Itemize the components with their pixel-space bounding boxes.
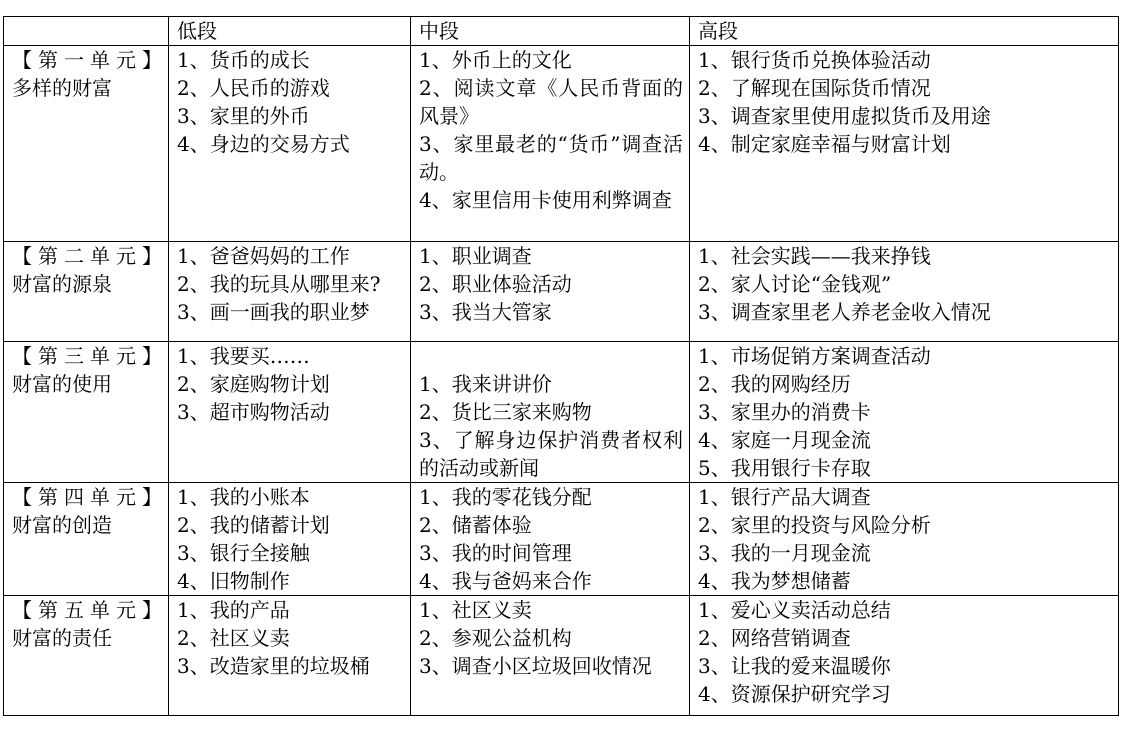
activity-item: 1、我的零花钱分配 — [419, 485, 592, 509]
unit-row-4 — [4, 483, 1119, 596]
activity-item: 3、调查家里使用虚拟货币及用途 — [698, 104, 991, 128]
unit-label-cell — [4, 342, 169, 483]
activity-item: 4、制定家庭幸福与财富计划 — [698, 132, 951, 156]
activity-item: 2、网络营销调查 — [698, 626, 851, 650]
curriculum-table — [3, 16, 1119, 716]
unit-title: 【第三单元】 — [12, 344, 162, 368]
unit-title: 【第四单元】 — [12, 485, 162, 509]
mid-activities — [411, 483, 690, 596]
activity-item: 1、我的产品 — [177, 598, 290, 622]
activity-item: 1、社会实践——我来挣钱 — [698, 244, 931, 268]
activity-item: 2、家里的投资与风险分析 — [698, 513, 931, 537]
activity-item: 4、我为梦想储蓄 — [698, 569, 851, 593]
unit-row-5 — [4, 596, 1119, 716]
unit-title: 【第五单元】 — [12, 598, 162, 622]
header-empty-cell — [4, 17, 169, 46]
header-mid: 中段 — [411, 17, 690, 46]
activity-item: 2、我的网购经历 — [698, 372, 851, 396]
low-activities — [169, 483, 411, 596]
high-activities — [690, 242, 1119, 342]
activity-item: 2、货比三家来购物 — [419, 400, 592, 424]
activity-item: 5、我用银行卡存取 — [698, 456, 871, 480]
activity-item: 2、参观公益机构 — [419, 626, 572, 650]
activity-item: 2、储蓄体验 — [419, 513, 532, 537]
activity-item: 3、家里办的消费卡 — [698, 400, 871, 424]
activity-item: 3、我当大管家 — [419, 300, 552, 324]
high-activities — [690, 596, 1119, 716]
unit-name: 财富的创造 — [12, 513, 112, 537]
activity-item: 2、人民币的游戏 — [177, 76, 330, 100]
cell-spacer — [419, 342, 689, 370]
mid-activities — [411, 242, 690, 342]
unit-name: 财富的源泉 — [12, 272, 112, 296]
mid-activities — [411, 342, 690, 483]
activity-item: 3、银行全接触 — [177, 541, 310, 565]
activity-item: 4、身边的交易方式 — [177, 132, 350, 156]
activity-item: 3、让我的爱来温暖你 — [698, 654, 891, 678]
activity-item: 3、家里的外币 — [177, 104, 310, 128]
header-low: 低段 — [169, 17, 411, 46]
activity-item: 1、货币的成长 — [177, 48, 310, 72]
unit-label-cell — [4, 242, 169, 342]
activity-item: 3、超市购物活动 — [177, 400, 330, 424]
activity-item: 1、职业调查 — [419, 244, 532, 268]
high-activities — [690, 342, 1119, 483]
activity-item: 3、画一画我的职业梦 — [177, 300, 370, 324]
activity-item: 4、我与爸妈来合作 — [419, 569, 592, 593]
activity-item: 2、阅读文章《人民币背面的风景》 — [419, 76, 683, 128]
header-row — [4, 17, 1119, 46]
mid-activities — [411, 596, 690, 716]
unit-row-1 — [4, 46, 1119, 242]
activity-item: 3、我的一月现金流 — [698, 541, 871, 565]
low-activities — [169, 242, 411, 342]
activity-item: 3、调查家里老人养老金收入情况 — [698, 300, 991, 324]
low-activities — [169, 46, 411, 242]
activity-item: 1、社区义卖 — [419, 598, 532, 622]
low-activities — [169, 596, 411, 716]
unit-title: 【第一单元】 — [12, 48, 162, 72]
mid-activities — [411, 46, 690, 242]
low-activities — [169, 342, 411, 483]
activity-item: 1、我的小账本 — [177, 485, 310, 509]
unit-label-cell — [4, 46, 169, 242]
activity-item: 1、我来讲讲价 — [419, 372, 552, 396]
activity-item: 3、调查小区垃圾回收情况 — [419, 654, 652, 678]
activity-item: 1、爱心义卖活动总结 — [698, 598, 891, 622]
activity-item: 3、家里最老的“货币”调查活动。 — [419, 132, 683, 184]
activity-item: 2、我的玩具从哪里来? — [177, 272, 381, 296]
activity-item: 2、了解现在国际货币情况 — [698, 76, 931, 100]
activity-item: 4、家里信用卡使用利弊调查 — [419, 188, 672, 212]
activity-item: 1、爸爸妈妈的工作 — [177, 244, 350, 268]
activity-item: 1、市场促销方案调查活动 — [698, 344, 931, 368]
activity-item: 2、我的储蓄计划 — [177, 513, 330, 537]
activity-item: 2、家人讨论“金钱观” — [698, 272, 892, 296]
unit-row-3 — [4, 342, 1119, 483]
activity-item: 2、家庭购物计划 — [177, 372, 330, 396]
activity-item: 2、社区义卖 — [177, 626, 290, 650]
activity-item: 4、资源保护研究学习 — [698, 682, 891, 706]
unit-title: 【第二单元】 — [12, 244, 162, 268]
unit-row-2 — [4, 242, 1119, 342]
unit-name: 多样的财富 — [12, 76, 112, 100]
activity-item: 1、银行产品大调查 — [698, 485, 871, 509]
unit-name: 财富的使用 — [12, 372, 112, 396]
header-high: 高段 — [690, 17, 1119, 46]
unit-label-cell — [4, 483, 169, 596]
high-activities — [690, 46, 1119, 242]
activity-item: 3、我的时间管理 — [419, 541, 572, 565]
activity-item: 2、职业体验活动 — [419, 272, 572, 296]
high-activities — [690, 483, 1119, 596]
unit-name: 财富的责任 — [12, 626, 112, 650]
activity-item: 1、我要买…… — [177, 344, 310, 368]
activity-item: 4、旧物制作 — [177, 569, 290, 593]
activity-item: 3、改造家里的垃圾桶 — [177, 654, 370, 678]
activity-item: 1、银行货币兑换体验活动 — [698, 48, 931, 72]
activity-item: 3、了解身边保护消费者权利的活动或新闻 — [419, 428, 683, 480]
unit-label-cell — [4, 596, 169, 716]
activity-item: 4、家庭一月现金流 — [698, 428, 871, 452]
activity-item: 1、外币上的文化 — [419, 48, 572, 72]
